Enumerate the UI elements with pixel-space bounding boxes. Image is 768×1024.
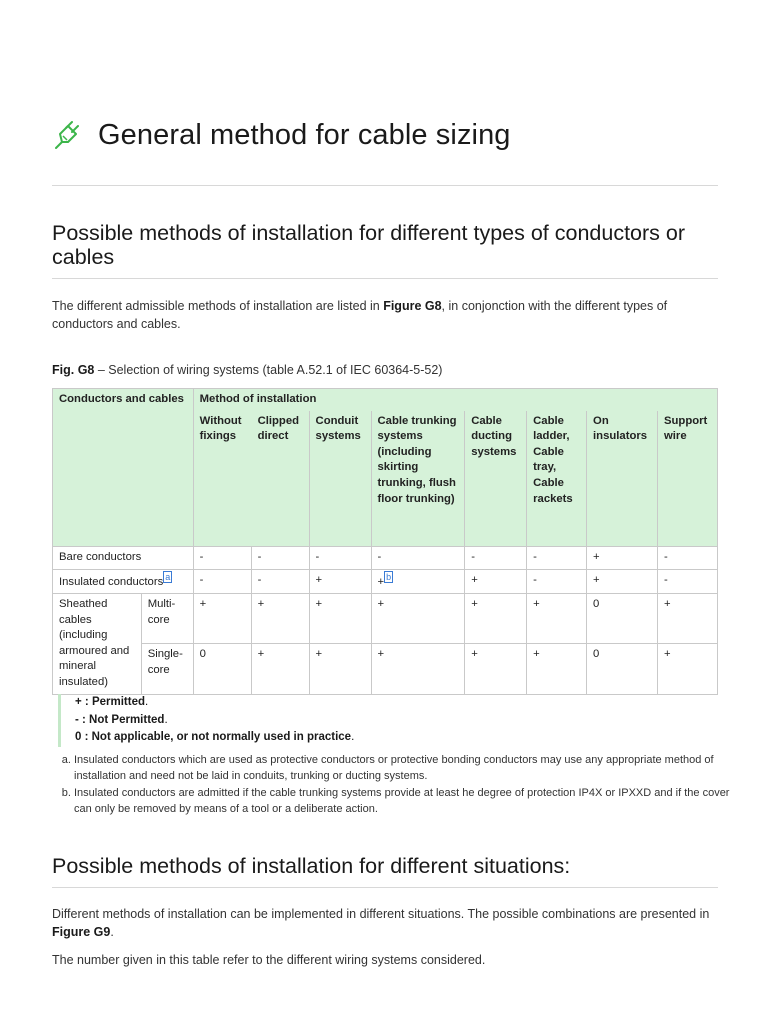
legend-text: Permitted — [88, 696, 145, 708]
table-cell: - — [309, 547, 371, 570]
legend-text: Not Permitted — [85, 713, 165, 726]
legend-end: . — [164, 713, 168, 726]
legend-item — [75, 694, 354, 712]
wiring-systems-table — [52, 388, 718, 695]
table-cell: - — [251, 547, 309, 570]
legend-symbol: + : — [75, 696, 89, 708]
column-header: Cable ducting systems — [465, 411, 527, 547]
intro-text-end: , in conjonction with the different types of conductors and cables. — [52, 299, 668, 331]
table-cell: + — [251, 644, 309, 694]
footnote-a: a. Insulated conductors which are used as protective conductors or protective bonding conductors may use any appropriate method of installation and need not be laid in conduits, trunking or ducting systems. — [74, 752, 740, 785]
figure-link: Figure G9 — [52, 925, 111, 939]
column-header: Cable ladder, Cable tray, Cable rackets — [527, 411, 587, 547]
header-method: Method of installation — [193, 389, 717, 411]
situations-paragraph — [52, 905, 718, 941]
column-header: Support wire — [658, 411, 718, 547]
figure-caption — [52, 363, 442, 377]
table-cell: 0 — [587, 644, 658, 694]
table-row — [53, 644, 718, 694]
table-cell: - — [465, 547, 527, 570]
row-label: Bare conductors — [53, 547, 194, 570]
header-conductors: Conductors and cables — [53, 389, 194, 547]
table-cell: + — [465, 569, 527, 593]
legend-symbol: 0 : — [75, 731, 89, 744]
table-cell: + — [465, 594, 527, 644]
table-row — [53, 594, 718, 644]
legend-item — [75, 729, 354, 747]
cable-plug-icon — [52, 118, 82, 152]
footnote-link-a[interactable]: a — [165, 571, 171, 582]
intro-paragraph — [52, 297, 718, 333]
table-cell: + — [465, 644, 527, 694]
footnote-link-b[interactable]: b — [386, 571, 392, 582]
table-cell: - — [527, 569, 587, 593]
table-cell: + — [658, 594, 718, 644]
column-header: On insulators — [587, 411, 658, 547]
caption-text: – Selection of wiring systems (table A.52.1 of IEC 60364-5-52) — [94, 363, 443, 377]
table-cell: + — [587, 569, 658, 593]
table-cell: + — [309, 644, 371, 694]
table-cell: + — [371, 594, 465, 644]
legend-end: . — [351, 731, 355, 744]
table-cell: + — [309, 594, 371, 644]
column-header: Without fixings — [193, 411, 251, 547]
row-sub-label: Single-core — [141, 644, 193, 694]
cell-value: + — [377, 575, 385, 588]
table-legend — [58, 694, 354, 747]
caption-label: Fig. G8 — [52, 363, 95, 377]
table-cell — [371, 569, 465, 593]
table-cell: + — [251, 594, 309, 644]
legend-symbol: - : — [75, 713, 86, 726]
footnotes — [52, 752, 740, 818]
column-header: Conduit systems — [309, 411, 371, 547]
column-header: Cable trunking systems (including skirting trunking, flush floor trunking) — [371, 411, 465, 547]
row-group-label: Sheathed cables (including armoured and mineral insulated) — [53, 594, 142, 695]
row-label — [53, 569, 194, 593]
divider — [52, 278, 718, 279]
row-sub-label: Multi-core — [141, 594, 193, 644]
table-cell: + — [309, 569, 371, 593]
table-cell: + — [193, 594, 251, 644]
table-cell: - — [371, 547, 465, 570]
numbers-paragraph: The number given in this table refer to the different wiring systems considered. — [52, 953, 486, 967]
table-cell: + — [587, 547, 658, 570]
table-row — [53, 547, 718, 570]
table-cell: + — [527, 644, 587, 694]
figure-link: Figure G8 — [383, 299, 442, 313]
title-row — [52, 118, 511, 152]
row-label-text: Insulated conductors — [59, 575, 164, 588]
table-cell: - — [658, 547, 718, 570]
table-cell: - — [251, 569, 309, 593]
divider — [52, 185, 718, 186]
footnote-b: b. Insulated conductors are admitted if the cable trunking systems provide at least he degree of protection IP4X or IPXXD and if the cover can only be removed by means of a tool or a deliberate action. — [74, 785, 740, 818]
table-cell: + — [371, 644, 465, 694]
table-cell: + — [527, 594, 587, 644]
table-cell: - — [193, 569, 251, 593]
divider — [52, 887, 718, 888]
table-cell: + — [658, 644, 718, 694]
situations-text-end: . — [110, 925, 114, 939]
column-header: Clipped direct — [251, 411, 309, 547]
situations-text: Different methods of installation can be implemented in different situations. The possible combinations are presented in — [52, 907, 710, 921]
legend-end: . — [145, 696, 149, 708]
table-cell: - — [527, 547, 587, 570]
table-cell: - — [193, 547, 251, 570]
legend-item — [75, 712, 354, 730]
table-cell: 0 — [587, 594, 658, 644]
table-row — [53, 569, 718, 593]
section-heading-conductors: Possible methods of installation for different types of conductors or cables — [52, 221, 686, 269]
table-cell: - — [658, 569, 718, 593]
intro-text: The different admissible methods of installation are listed in — [52, 299, 384, 313]
page-title: General method for cable sizing — [98, 118, 511, 151]
table-cell: 0 — [193, 644, 251, 694]
section-heading-situations: Possible methods of installation for different situations: — [52, 854, 571, 878]
legend-text: Not applicable, or not normally used in practice — [88, 731, 352, 744]
